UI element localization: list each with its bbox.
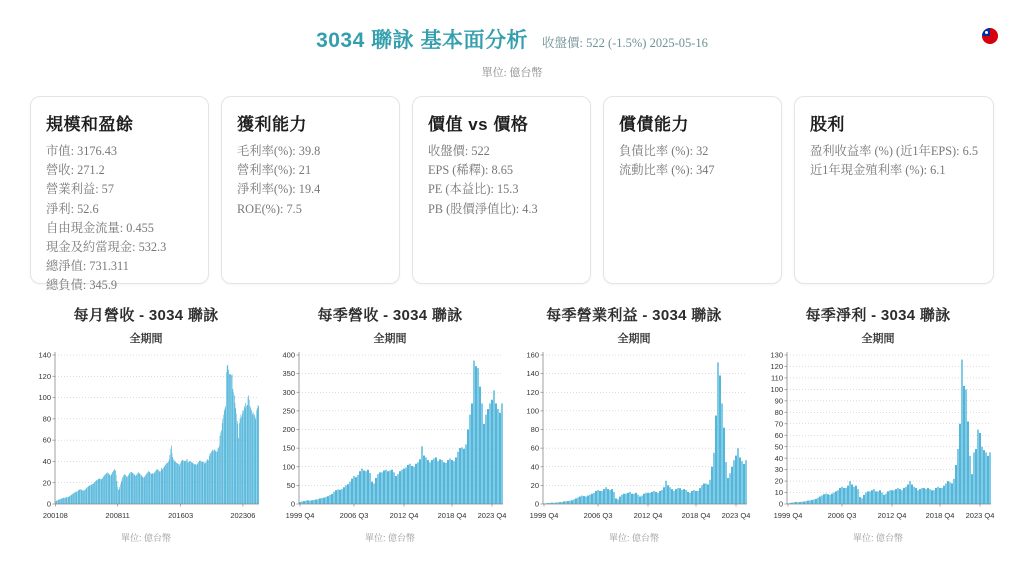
card-item: 總負債: 345.9 — [46, 278, 118, 293]
card-item: PB (股價淨值比): 4.3 — [427, 201, 538, 216]
chart-title: 每季營收 - 3034 聯詠 — [317, 307, 463, 324]
svg-text:20: 20 — [774, 476, 783, 486]
card-item: 營利率(%): 21 — [236, 163, 312, 178]
card-item: 自由現金流量: 0.455 — [46, 220, 154, 235]
svg-text:140: 140 — [526, 369, 539, 379]
svg-text:250: 250 — [282, 406, 295, 416]
svg-text:300: 300 — [282, 387, 295, 397]
svg-text:2018 Q4: 2018 Q4 — [681, 511, 711, 520]
svg-text:202306: 202306 — [230, 511, 256, 520]
svg-text:1999 Q4: 1999 Q4 — [529, 511, 559, 520]
svg-text:2006 Q3: 2006 Q3 — [583, 511, 613, 520]
svg-text:20: 20 — [42, 478, 51, 488]
svg-text:2023 Q4: 2023 Q4 — [965, 511, 995, 520]
svg-text:140: 140 — [38, 350, 51, 360]
svg-text:0: 0 — [778, 499, 783, 509]
svg-text:60: 60 — [530, 443, 539, 453]
svg-text:2012 Q4: 2012 Q4 — [389, 511, 419, 520]
chart-unit-caption: 單位: 億台幣 — [120, 533, 171, 543]
card-item: 淨利率(%): 19.4 — [236, 182, 321, 197]
svg-text:100: 100 — [526, 406, 539, 416]
chart-title: 每月營收 - 3034 聯詠 — [73, 307, 219, 324]
monthly-revenue-plot — [26, 348, 266, 527]
card-solvency — [603, 96, 782, 284]
page-title: 3034 聯詠 基本面分析 — [316, 29, 528, 52]
svg-text:2006 Q3: 2006 Q3 — [339, 511, 369, 520]
card-item: 負債比率 (%): 32 — [618, 144, 709, 158]
svg-text:100: 100 — [38, 393, 51, 403]
svg-text:200: 200 — [282, 425, 295, 435]
svg-text:60: 60 — [774, 430, 783, 440]
svg-text:50: 50 — [286, 480, 295, 490]
svg-text:150: 150 — [282, 443, 295, 453]
chart-unit-caption: 單位: 億台幣 — [364, 533, 415, 543]
svg-text:40: 40 — [774, 453, 783, 463]
charts-row — [26, 304, 998, 544]
svg-text:110: 110 — [771, 373, 783, 383]
card-title: 規模和盈餘 — [46, 115, 134, 134]
svg-text:60: 60 — [42, 435, 51, 445]
card-items — [46, 142, 193, 295]
chart-subtitle: 全期間 — [373, 333, 407, 345]
card-item: 總淨值: 731.311 — [46, 259, 129, 274]
card-profitability — [221, 96, 400, 284]
chart-title: 每季營業利益 - 3034 聯詠 — [546, 307, 722, 324]
chart-quarterly-revenue — [270, 304, 510, 544]
card-item: 近1年現金殖利率 (%): 6.1 — [809, 163, 946, 178]
card-items — [428, 142, 575, 219]
chart-title: 每季淨利 - 3034 聯詠 — [805, 307, 951, 324]
svg-text:1999 Q4: 1999 Q4 — [773, 511, 803, 520]
bar-chart-svg — [272, 348, 508, 522]
chart-subtitle: 全期間 — [617, 333, 651, 345]
closing-price-info: 收盤價: 522 (-1.5%) 2025-05-16 — [541, 36, 708, 50]
chart-unit-caption: 單位: 億台幣 — [608, 533, 659, 543]
svg-text:2006 Q3: 2006 Q3 — [827, 511, 857, 520]
svg-text:350: 350 — [282, 369, 295, 379]
svg-text:201603: 201603 — [168, 511, 194, 520]
svg-text:120: 120 — [526, 387, 539, 397]
quarterly-operating-profit-plot — [514, 348, 754, 527]
svg-text:0: 0 — [290, 499, 295, 509]
svg-text:10: 10 — [774, 488, 783, 498]
card-title: 價值 vs 價格 — [427, 115, 529, 134]
svg-text:2023 Q4: 2023 Q4 — [721, 511, 751, 520]
quarterly-net-profit-plot — [758, 348, 998, 527]
svg-text:2012 Q4: 2012 Q4 — [633, 511, 663, 520]
chart-quarterly-operating-profit — [514, 304, 754, 544]
card-item: 盈利收益率 (%) (近1年EPS): 6.5 — [809, 144, 978, 158]
svg-text:100: 100 — [282, 462, 295, 472]
card-items — [810, 142, 978, 180]
svg-text:80: 80 — [42, 414, 51, 424]
chart-unit-caption: 單位: 億台幣 — [852, 533, 903, 543]
card-item: 營收: 271.2 — [46, 163, 105, 178]
svg-text:400: 400 — [282, 350, 295, 360]
svg-text:90: 90 — [774, 396, 783, 406]
svg-text:160: 160 — [526, 350, 539, 360]
svg-text:50: 50 — [774, 442, 783, 452]
svg-text:100: 100 — [770, 384, 783, 394]
svg-text:2012 Q4: 2012 Q4 — [877, 511, 907, 520]
svg-text:20: 20 — [530, 480, 539, 490]
svg-text:2018 Q4: 2018 Q4 — [437, 511, 467, 520]
svg-text:30: 30 — [774, 465, 783, 475]
card-item: 流動比率 (%): 347 — [618, 163, 715, 178]
card-scale-and-earnings — [30, 96, 209, 293]
svg-text:0: 0 — [46, 499, 51, 509]
svg-text:80: 80 — [774, 407, 783, 417]
svg-text:1999 Q4: 1999 Q4 — [285, 511, 315, 520]
card-dividend — [794, 96, 994, 284]
svg-text:0: 0 — [534, 499, 539, 509]
svg-text:40: 40 — [530, 462, 539, 472]
svg-text:80: 80 — [530, 425, 539, 435]
page-header — [0, 0, 1024, 80]
bar-chart-svg — [28, 348, 264, 522]
svg-text:70: 70 — [774, 419, 783, 429]
card-title: 償債能力 — [618, 115, 689, 134]
svg-text:120: 120 — [38, 371, 51, 381]
flag-sun-icon — [985, 31, 988, 34]
card-title: 獲利能力 — [236, 115, 307, 134]
card-item: 現金及約當現金: 532.3 — [46, 239, 167, 254]
card-item: PE (本益比): 15.3 — [427, 182, 519, 197]
card-item: 淨利: 52.6 — [46, 201, 99, 216]
card-item: EPS (稀釋): 8.65 — [427, 163, 514, 178]
taiwan-flag-icon[interactable] — [982, 28, 998, 44]
quarterly-revenue-plot — [270, 348, 510, 527]
bar-chart-svg — [760, 348, 996, 522]
metric-cards-row — [30, 96, 994, 293]
card-item: 收盤價: 522 — [427, 144, 490, 158]
svg-text:130: 130 — [770, 350, 783, 360]
card-item: 營業利益: 57 — [46, 182, 114, 197]
card-item: ROE(%): 7.5 — [236, 201, 302, 216]
bar-chart-svg — [516, 348, 752, 522]
svg-text:200108: 200108 — [42, 511, 68, 520]
svg-text:2018 Q4: 2018 Q4 — [925, 511, 955, 520]
unit-label: 單位: 億台幣 — [481, 67, 543, 79]
card-title: 股利 — [809, 115, 845, 134]
chart-subtitle: 全期間 — [129, 333, 163, 345]
svg-text:2023 Q4: 2023 Q4 — [477, 511, 507, 520]
svg-text:120: 120 — [770, 362, 783, 372]
card-items — [619, 142, 766, 180]
chart-quarterly-net-profit — [758, 304, 998, 544]
svg-text:40: 40 — [42, 457, 51, 467]
svg-text:200811: 200811 — [105, 511, 130, 520]
chart-subtitle: 全期間 — [861, 333, 895, 345]
card-item: 市值: 3176.43 — [46, 144, 118, 158]
chart-monthly-revenue — [26, 304, 266, 544]
card-value-vs-price — [412, 96, 591, 284]
card-items — [237, 142, 384, 219]
card-item: 毛利率(%): 39.8 — [236, 144, 321, 158]
